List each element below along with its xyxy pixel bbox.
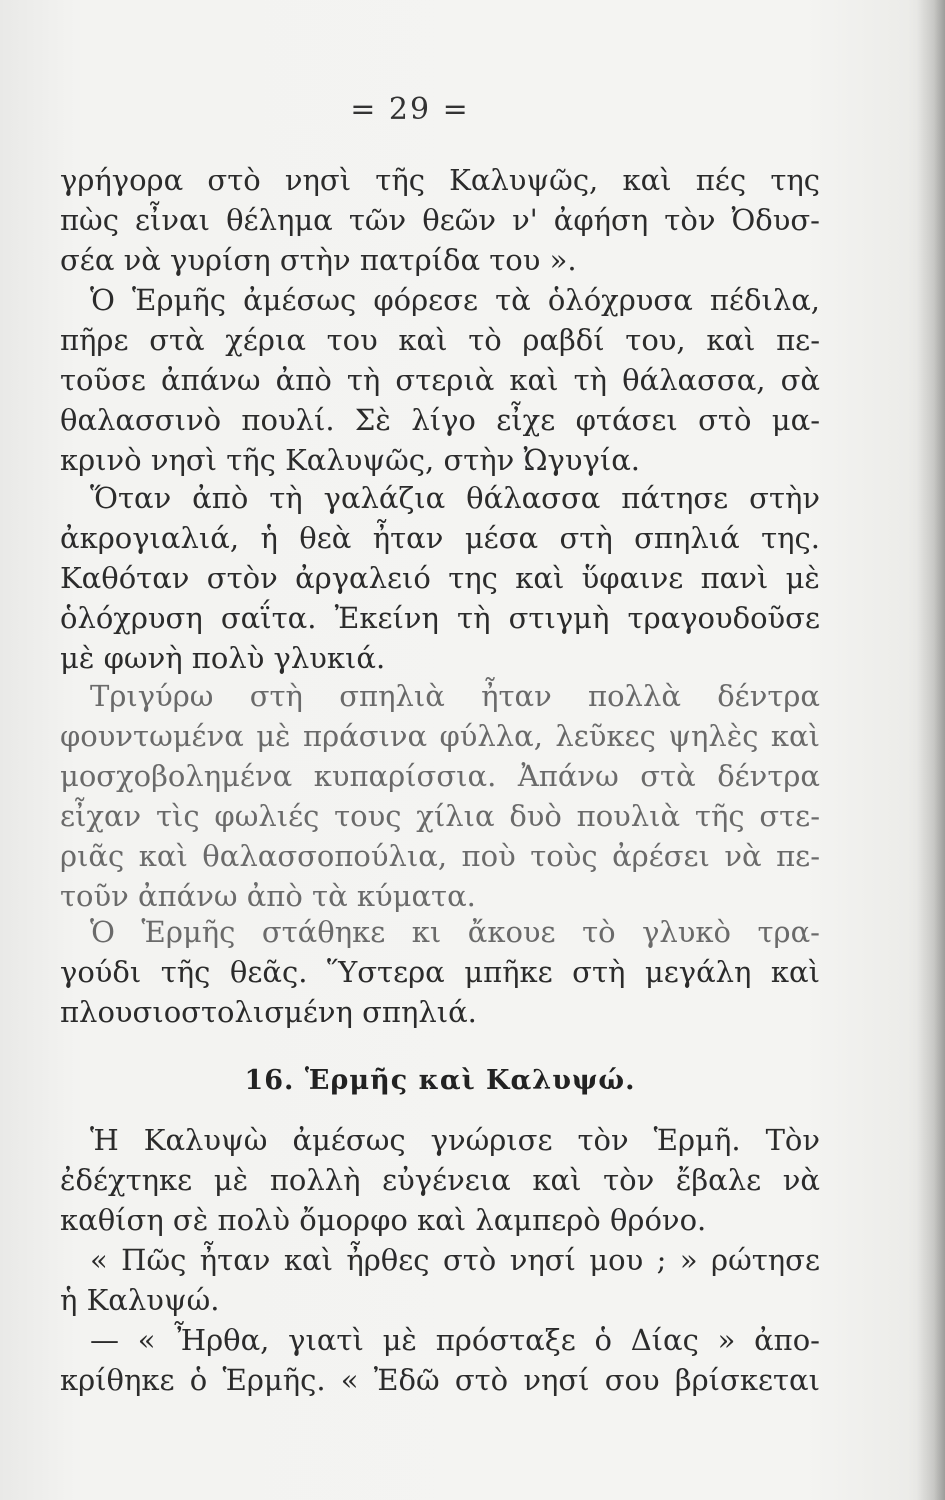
- text-line: γούδι τῆς θεᾶς. Ὕστερα μπῆκε στὴ μεγάλη καὶ: [60, 955, 820, 989]
- text-line: πλουσιοστολισμένη σπηλιά.: [60, 995, 477, 1029]
- paragraph-2: [60, 280, 820, 480]
- text-line: τοῦσε ἀπάνω ἀπὸ τὴ στεριὰ καὶ τὴ θάλασσα, σὰ: [60, 363, 820, 397]
- text-line: Ἡ Καλυψὼ ἀμέσως γνώρισε τὸν Ἑρμῆ. Τὸν: [90, 1123, 820, 1157]
- paragraph-3: [60, 478, 820, 678]
- text-line: ἡ Καλυψώ.: [60, 1283, 220, 1317]
- text-line: μοσχοβολημένα κυπαρίσσια. Ἀπάνω στὰ δέντρα: [60, 759, 820, 793]
- text-line: φουντωμένα μὲ πράσινα φύλλα, λεῦκες ψηλὲς καὶ: [60, 719, 820, 753]
- text-line: πὼς εἶναι θέλημα τῶν θεῶν ν' ἀφήση τὸν Ὀδυσ-: [60, 203, 820, 237]
- text-line: σέα νὰ γυρίση στὴν πατρίδα του ».: [60, 243, 577, 277]
- text-line: ἀκρογιαλιά, ἡ θεὰ ἦταν μέσα στὴ σπηλιά της.: [60, 521, 820, 555]
- page-number: = 29 =: [350, 92, 470, 127]
- paragraph-5: [60, 912, 820, 1032]
- text-line: κρίθηκε ὁ Ἑρμῆς. « Ἐδῶ στὸ νησί σου βρίσκεται: [60, 1363, 820, 1397]
- text-line: Τριγύρω στὴ σπηλιὰ ἦταν πολλὰ δέντρα: [90, 679, 820, 713]
- text-line: Ὅταν ἀπὸ τὴ γαλάζια θάλασσα πάτησε στὴν: [90, 481, 820, 515]
- paragraph-8: [60, 1320, 820, 1400]
- text-line: — « Ἦρθα, γιατὶ μὲ πρόσταξε ὁ Δίας » ἀπο-: [90, 1323, 820, 1357]
- text-line: ἐδέχτηκε μὲ πολλὴ εὐγένεια καὶ τὸν ἔβαλε νὰ: [60, 1163, 820, 1197]
- text-line: ριᾶς καὶ θαλασσοπούλια, ποὺ τοὺς ἀρέσει νὰ πε-: [60, 839, 820, 873]
- text-line: εἶχαν τὶς φωλιές τους χίλια δυὸ πουλιὰ τῆς στε-: [60, 799, 820, 833]
- text-line: Ὁ Ἑρμῆς στάθηκε κι ἄκουε τὸ γλυκὸ τρα-: [90, 915, 820, 949]
- paragraph-7: [60, 1240, 820, 1320]
- text-line: τοῦν ἀπάνω ἀπὸ τὰ κύματα.: [60, 879, 476, 913]
- text-line: γρήγορα στὸ νησὶ τῆς Καλυψῶς, καὶ πές της: [60, 163, 820, 197]
- text-line: κρινὸ νησὶ τῆς Καλυψῶς, στὴν Ὠγυγία.: [60, 443, 641, 477]
- text-line: μὲ φωνὴ πολὺ γλυκιά.: [60, 641, 386, 675]
- paragraph-1: [60, 160, 820, 280]
- text-line: θαλασσινὸ πουλί. Σὲ λίγο εἶχε φτάσει στὸ μα-: [60, 403, 820, 437]
- text-line: πῆρε στὰ χέρια του καὶ τὸ ραβδί του, καὶ πε-: [60, 323, 820, 357]
- paragraph-4: [60, 676, 820, 916]
- paragraph-6: [60, 1120, 820, 1240]
- text-line: Ὁ Ἑρμῆς ἀμέσως φόρεσε τὰ ὁλόχρυσα πέδιλα,: [90, 283, 820, 317]
- text-line: « Πῶς ἦταν καὶ ἦρθες στὸ νησί μου ; » ρώτησε: [90, 1243, 820, 1277]
- section-heading: 16. Ἑρμῆς καὶ Καλυψώ.: [244, 1065, 636, 1096]
- page-edge-shadow: [917, 0, 945, 1500]
- text-line: καθίση σὲ πολὺ ὄμορφο καὶ λαμπερὸ θρόνο.: [60, 1203, 707, 1237]
- text-line: Καθόταν στὸν ἀργαλειό της καὶ ὕφαινε πανὶ μὲ: [60, 561, 820, 595]
- text-line: ὁλόχρυση σαΐτα. Ἐκείνη τὴ στιγμὴ τραγουδοῦσε: [60, 601, 820, 635]
